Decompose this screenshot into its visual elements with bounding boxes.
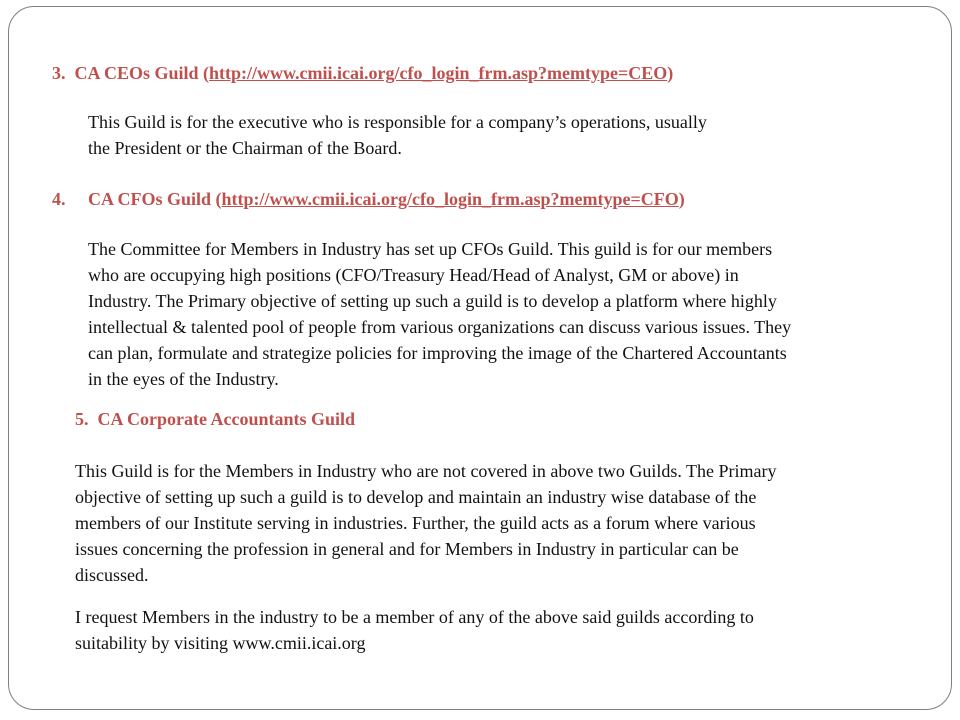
section-3-body <box>88 109 707 161</box>
section-5-body-line: discussed. <box>75 565 149 585</box>
closing-line: I request Members in the industry to be a member of any of the above said guilds according to <box>75 607 754 627</box>
section-3-number: 3. <box>52 63 66 83</box>
section-4-body-line: The Committee for Members in Industry has set up CFOs Guild. This guild is for our members <box>88 239 773 259</box>
section-5-heading <box>75 406 355 432</box>
section-4-body-line: Industry. The Primary objective of setting up such a guild is to develop a platform where highly <box>88 291 777 311</box>
section-3-heading <box>52 60 673 86</box>
closing-paragraph <box>75 604 754 656</box>
section-4-link-open: ( <box>215 189 222 209</box>
section-5-number: 5. <box>75 409 89 429</box>
section-5-body-line: issues concerning the profession in general and for Members in Industry in particular can be <box>75 539 739 559</box>
section-5-body-line: This Guild is for the Members in Industry who are not covered in above two Guilds. The Primary <box>75 461 777 481</box>
section-5-body <box>75 458 777 588</box>
section-4-body-line: in the eyes of the Industry. <box>88 369 279 389</box>
section-4-heading <box>52 186 685 212</box>
section-4-number: 4. <box>52 189 66 209</box>
section-3-link[interactable]: http://www.cmii.icai.org/cfo_login_frm.asp?memtype=CEO <box>209 63 668 83</box>
section-4-body <box>88 236 791 392</box>
section-3-title: CA CEOs Guild <box>74 63 199 83</box>
closing-line: suitability by visiting www.cmii.icai.org <box>75 633 366 653</box>
section-3-body-line: the President or the Chairman of the Board. <box>88 138 402 158</box>
section-3-link-close: ) <box>667 63 674 83</box>
section-4-title: CA CFOs Guild <box>88 189 212 209</box>
section-5-title: CA Corporate Accountants Guild <box>97 409 356 429</box>
section-3-body-line: This Guild is for the executive who is responsible for a company’s operations, usually <box>88 112 707 132</box>
section-4-body-line: can plan, formulate and strategize policies for improving the image of the Chartered Accountants <box>88 343 787 363</box>
section-5-body-line: objective of setting up such a guild is to develop and maintain an industry wise database of the <box>75 487 757 507</box>
section-4-link[interactable]: http://www.cmii.icai.org/cfo_login_frm.asp?memtype=CFO <box>221 189 679 209</box>
section-5-body-line: members of our Institute serving in industries. Further, the guild acts as a forum where various <box>75 513 756 533</box>
section-4-link-close: ) <box>678 189 685 209</box>
section-4-body-line: intellectual & talented pool of people from various organizations can discuss various issues. They <box>88 317 792 337</box>
section-3-link-open: ( <box>203 63 210 83</box>
section-4-body-line: who are occupying high positions (CFO/Treasury Head/Head of Analyst, GM or above) in <box>88 265 739 285</box>
